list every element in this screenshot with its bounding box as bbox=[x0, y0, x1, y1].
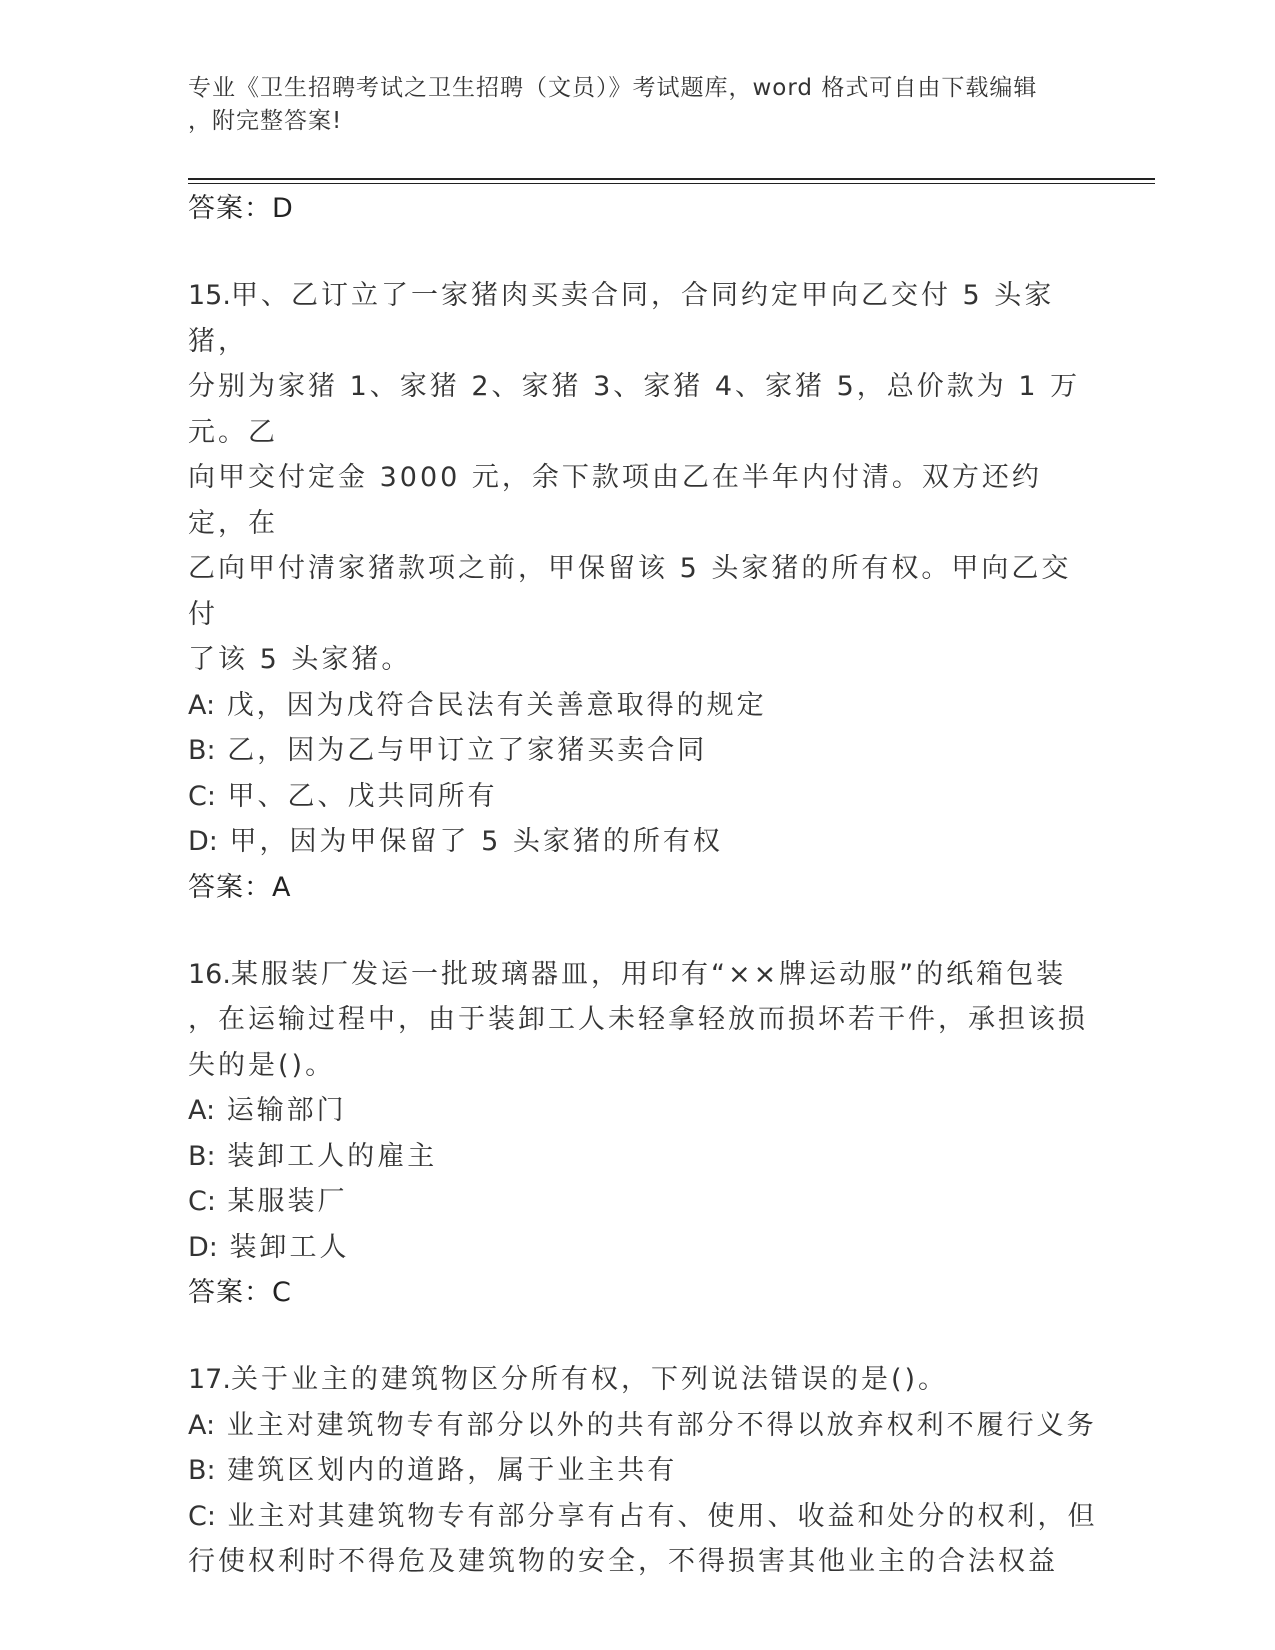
question-line bbox=[188, 1357, 1098, 1403]
option-b bbox=[188, 1448, 1098, 1494]
answer-value: A bbox=[272, 871, 291, 903]
option-key: C: bbox=[188, 1500, 216, 1532]
question-15 bbox=[188, 273, 1098, 910]
answer-value: D bbox=[272, 193, 293, 224]
header-divider-thin bbox=[188, 183, 1155, 184]
option-continuation: 行使权利时不得危及建筑物的安全，不得损害其他业主的合法权益 bbox=[188, 1546, 1058, 1577]
option-a bbox=[188, 683, 1098, 729]
answer-value: C bbox=[272, 1277, 291, 1308]
option-key: D: bbox=[188, 826, 218, 857]
option-a bbox=[188, 1403, 1098, 1449]
question-line: 分别为家猪 1、家猪 2、家猪 3、家猪 4、家猪 5，总价款为 1 万元。乙 bbox=[188, 371, 1081, 448]
question-answer bbox=[188, 865, 1098, 910]
option-text: 乙，因为乙与甲订立了家猪买卖合同 bbox=[227, 735, 708, 766]
option-key: A: bbox=[188, 1409, 216, 1441]
question-line: 乙向甲付清家猪款项之前，甲保留该 5 头家猪的所有权。甲向乙交付 bbox=[188, 553, 1072, 630]
header-line-1: 专业《卫生招聘考试之卫生招聘（文员）》考试题库，word 格式可自由下载编辑 bbox=[188, 75, 1038, 101]
option-text: 运输部门 bbox=[226, 1095, 347, 1126]
option-key: D: bbox=[188, 1231, 218, 1263]
answer-label: 答案： bbox=[188, 1277, 272, 1308]
question-answer bbox=[188, 1270, 1098, 1315]
previous-answer bbox=[188, 186, 1098, 231]
option-c bbox=[188, 1179, 1098, 1225]
question-text: 某服装厂发运一批玻璃器皿，用印有“××牌运动服”的纸箱包装 bbox=[230, 958, 1067, 990]
option-c bbox=[188, 774, 1098, 820]
option-text: 业主对其建筑物专有部分享有占有、使用、收益和处分的权利，但 bbox=[227, 1500, 1098, 1532]
option-b bbox=[188, 728, 1098, 774]
option-text: 戊，因为戊符合民法有关善意取得的规定 bbox=[226, 689, 767, 721]
option-key: B: bbox=[188, 735, 216, 766]
option-text: 业主对建筑物专有部分以外的共有部分不得以放弃权利不履行义务 bbox=[226, 1409, 1097, 1441]
question-line: 失的是()。 bbox=[188, 1049, 336, 1081]
option-key: C: bbox=[188, 1186, 216, 1217]
question-line: 了该 5 头家猪。 bbox=[188, 644, 412, 675]
option-key: A: bbox=[188, 1095, 216, 1126]
option-text: 装卸工人 bbox=[229, 1231, 350, 1263]
question-text: 甲、乙订立了一家猪肉买卖合同，合同约定甲向乙交付 5 头家猪， bbox=[188, 280, 1055, 357]
question-17 bbox=[188, 1357, 1098, 1585]
question-line bbox=[188, 952, 1098, 998]
header-divider bbox=[188, 178, 1155, 180]
option-c bbox=[188, 1494, 1098, 1540]
option-text: 甲，因为甲保留了 5 头家猪的所有权 bbox=[229, 826, 723, 857]
option-text: 建筑区划内的道路，属于业主共有 bbox=[227, 1455, 678, 1486]
question-line bbox=[188, 273, 1098, 364]
option-text: 装卸工人的雇主 bbox=[227, 1140, 438, 1172]
option-key: B: bbox=[188, 1140, 216, 1172]
question-number: 17. bbox=[188, 1364, 231, 1395]
option-a bbox=[188, 1088, 1098, 1134]
option-b bbox=[188, 1134, 1098, 1180]
answer-label: 答案： bbox=[188, 871, 272, 903]
option-text: 某服装厂 bbox=[227, 1186, 348, 1217]
question-number: 16. bbox=[188, 958, 231, 990]
page-header bbox=[188, 72, 1088, 138]
option-key: A: bbox=[188, 689, 216, 721]
option-d bbox=[188, 819, 1098, 865]
option-d bbox=[188, 1225, 1098, 1271]
header-line-2: ，附完整答案! bbox=[188, 108, 343, 134]
option-text: 甲、乙、戊共同所有 bbox=[227, 780, 498, 812]
question-line: ，在运输过程中，由于装卸工人未轻拿轻放而损坏若干件，承担该损 bbox=[188, 1004, 1088, 1035]
question-line: 向甲交付定金 3000 元，余下款项由乙在半年内付清。双方还约定，在 bbox=[188, 462, 1042, 539]
answer-label: 答案： bbox=[188, 193, 272, 224]
option-key: B: bbox=[188, 1455, 216, 1486]
question-number: 15. bbox=[188, 280, 231, 311]
question-16 bbox=[188, 952, 1098, 1316]
document-body bbox=[188, 186, 1098, 1585]
question-text: 关于业主的建筑物区分所有权，下列说法错误的是()。 bbox=[230, 1364, 949, 1395]
option-key: C: bbox=[188, 780, 216, 812]
